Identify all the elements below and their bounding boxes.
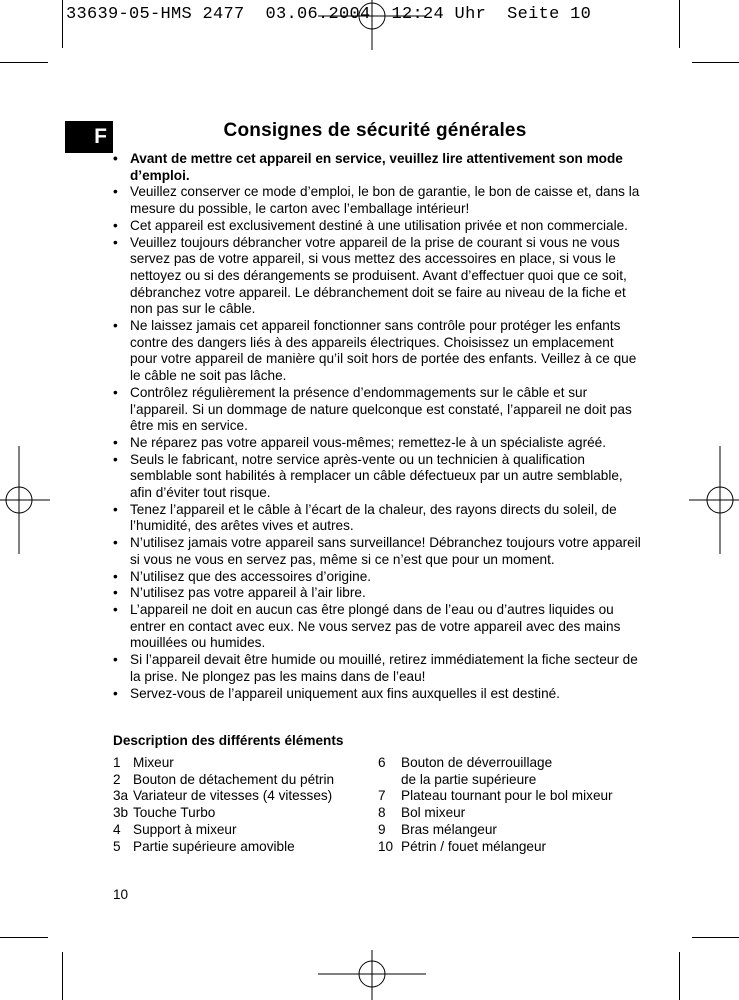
part-number: 3a [113,788,129,804]
safety-item: • Servez-vous de l’appareil uniquement aux fins auxquelles il est destiné. [113,686,641,703]
part-label: Plateau tournant pour le bol mixeur [401,788,613,804]
page-number: 10 [113,887,129,902]
safety-item: • Si l’appareil devait être humide ou mouillé, retirez immédiatement la fiche secteur de la prise. Ne plongez pas les mains dans de l’eau! [113,652,641,685]
part-number: 2 [113,771,121,787]
safety-item: • Avant de mettre cet appareil en service, veuillez lire attentivement son mode d’emploi. [113,151,641,184]
safety-item: • Cet appareil est exclusivement destiné à une utilisation privée et non commerciale. [113,218,641,235]
registration-mark-top [318,0,426,50]
crop-mark [679,0,680,48]
part-number: 7 [378,788,386,804]
part-number: 5 [113,838,121,854]
safety-item: • L’appareil ne doit en aucun cas être plongé dans de l’eau ou d’autres liquides ou entrer en contact avec eux. Ne vous servez pas de votre appareil avec des mains mouillées ou humides. [113,602,641,652]
part-item [378,788,638,805]
part-label: Touche Turbo [133,805,216,821]
part-number: 8 [378,805,386,821]
safety-item: • Ne laissez jamais cet appareil fonctionner sans contrôle pour protéger les enfants contre des dangers liés à des appareils électriques. Choisissez un emplacement pour votre appareil de manière qu’il soit hors de portée des enfants. Veillez à ce que le câble ne soit pas lâche. [113,318,641,385]
registration-mark-bottom [318,950,426,1000]
language-tab: F [65,121,113,153]
part-item [113,772,363,789]
registration-mark-right [689,446,739,554]
part-label: Support à mixeur [133,821,237,837]
safety-item: • N’utilisez pas votre appareil à l’air libre. [113,585,641,602]
part-number: 1 [113,755,121,770]
crop-mark [679,952,680,1000]
part-number: 10 [378,838,394,854]
part-item [113,755,363,772]
safety-item: • Tenez l’appareil et le câble à l’écart de la chaleur, des rayons directs du soleil, de l’humidité, des arêtes vives et autres. [113,502,641,535]
registration-mark-left [0,446,50,554]
part-item [378,805,638,822]
part-label: Mixeur [133,755,174,770]
part-number: 9 [378,821,386,837]
part-number: 6 [378,755,386,770]
part-item [378,755,638,788]
parts-heading: Description des différents éléments [113,733,344,748]
part-label: Bras mélangeur [401,821,497,837]
part-item [378,822,638,839]
crop-mark [0,937,48,938]
crop-mark [0,62,48,63]
part-label: Variateur de vitesses (4 vitesses) [133,788,333,804]
part-label: Bol mixeur [401,805,466,821]
part-item [113,805,363,822]
part-item [378,839,638,856]
part-item [113,822,363,839]
safety-item: • Seuls le fabricant, notre service après-vente ou un technicien à qualification semblable sont habilités à remplacer un câble défectueux par un autre semblable, afin d’éviter tout risque. [113,452,641,502]
part-item [113,788,363,805]
safety-item: • Veuillez conserver ce mode d’emploi, le bon de garantie, le bon de caisse et, dans la mesure du possible, le carton avec l’emballage intérieur! [113,184,641,217]
page-title: Consignes de sécurité générales [223,120,527,141]
safety-item: • Veuillez toujours débrancher votre appareil de la prise de courant si vous ne vous servez pas de votre appareil, si vous mettez des accessoires en place, si vous le nettoyez ou si des dérangements se produisent. Avant d’effectuer quoi que ce soit, débranchez votre appareil. Le débranchement doit se faire au niveau de la fiche et non pas sur le câble. [113,235,641,319]
safety-item: • Contrôlez régulièrement la présence d’endommagements sur le câble et sur l’appareil. Si un dommage de nature quelconque est constaté, l’appareil ne doit pas être mis en service. [113,385,641,435]
part-label: Bouton de détachement du pétrin [133,771,335,787]
safety-item: • N’utilisez que des accessoires d’origine. [113,569,641,586]
part-label: Bouton de déverrouillage de la partie supérieure [401,755,553,787]
safety-item: • N’utilisez jamais votre appareil sans surveillance! Débranchez toujours votre appareil si vous ne vous en servez pas, même si ce n’est que pour un moment. [113,535,641,568]
part-number: 4 [113,821,121,837]
part-number: 3b [113,805,129,821]
part-label: Pétrin / fouet mélangeur [401,838,547,854]
crop-mark [62,952,63,1000]
crop-mark [692,937,739,938]
parts-list-right [378,755,638,855]
crop-mark [692,62,739,63]
safety-item: • Ne réparez pas votre appareil vous-mêmes; remettez-le à un spécialiste agréé. [113,435,641,452]
parts-list-left [113,755,363,855]
part-label: Partie supérieure amovible [133,838,295,854]
print-slug: 33639-05-HMS 2477 03.06.2004 12:24 Uhr Seite 10 [66,5,592,24]
part-item [113,839,363,856]
safety-instructions-list [113,151,641,702]
crop-mark [62,0,63,48]
